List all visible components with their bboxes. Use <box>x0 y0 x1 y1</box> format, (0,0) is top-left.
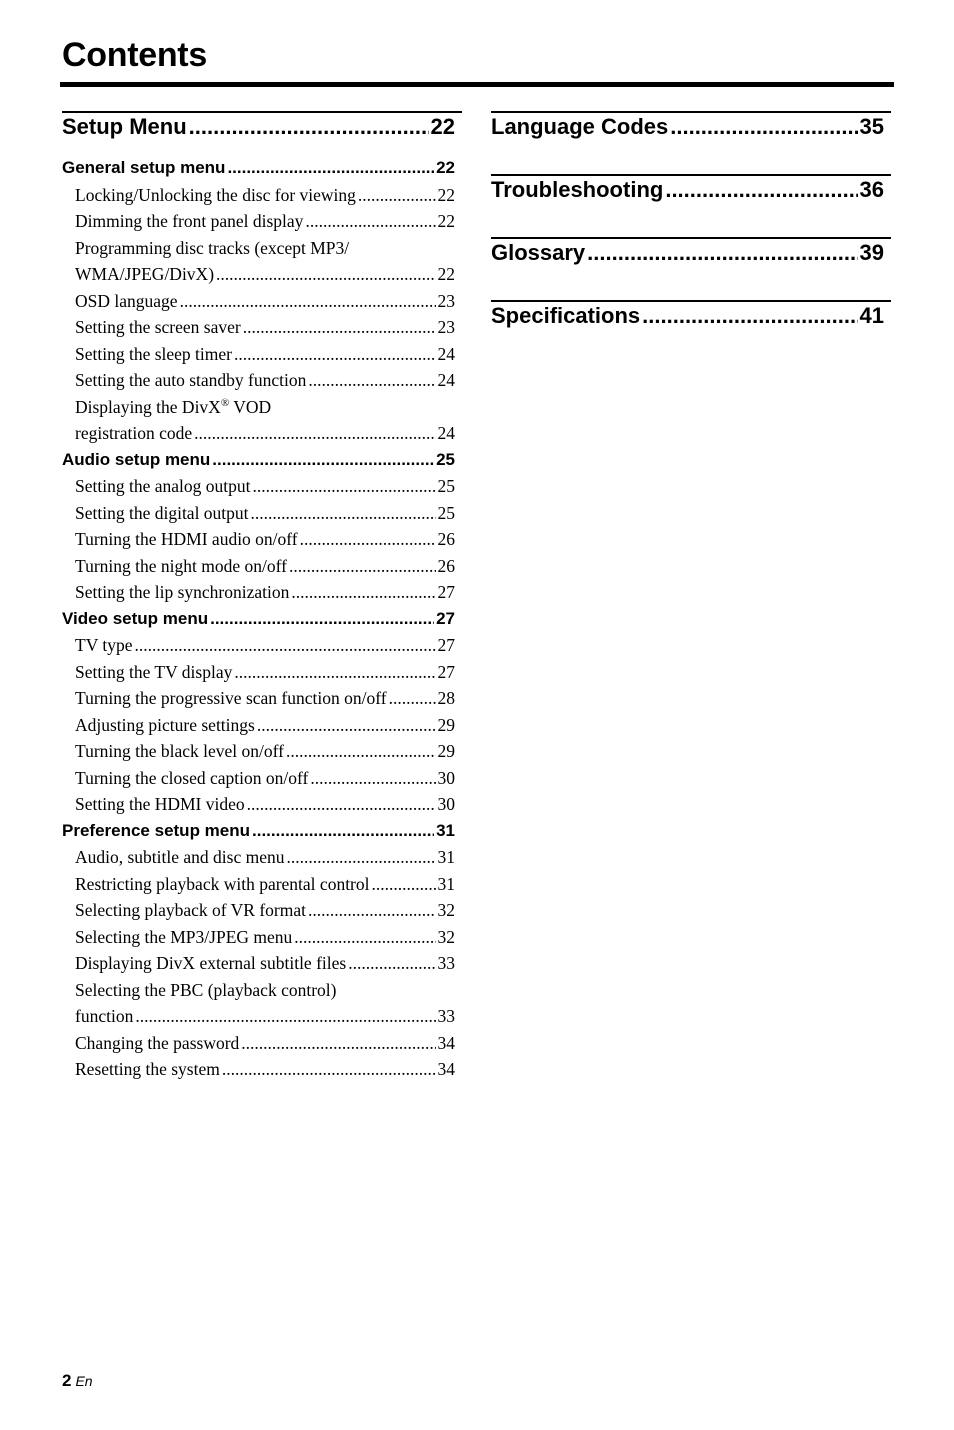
toc-item-label: Setting the digital output <box>75 502 249 523</box>
toc-left-column <box>62 111 462 1083</box>
toc-item[interactable] <box>62 473 462 500</box>
dot-leader <box>289 553 436 580</box>
toc-page-number: 33 <box>437 953 455 973</box>
toc-item-label: Setting the screen saver <box>75 317 241 337</box>
dot-leader <box>227 155 434 182</box>
page-footer <box>62 1371 93 1391</box>
page-title: Contents <box>62 36 207 74</box>
toc-item[interactable] <box>62 950 462 977</box>
toc-page-number: 32 <box>437 900 455 920</box>
toc-page-number: 22 <box>430 114 455 139</box>
dot-leader <box>308 897 435 924</box>
toc-item[interactable] <box>62 632 462 659</box>
dot-leader <box>287 844 436 871</box>
toc-page-number: 25 <box>436 449 455 469</box>
toc-item-label: Setting the analog output <box>75 476 251 496</box>
footer-page-number: 2 <box>62 1371 72 1390</box>
dot-leader <box>587 239 857 267</box>
toc-subsection-label: Audio setup menu <box>62 449 211 469</box>
dot-leader <box>389 685 436 712</box>
toc-page-number: 27 <box>436 608 455 628</box>
toc-item-label-cont: function <box>75 1006 134 1026</box>
toc-item-label: Programming disc tracks (except MP3/ <box>75 237 350 258</box>
dot-leader <box>310 765 435 792</box>
dot-leader <box>286 738 435 765</box>
toc-item[interactable] <box>62 553 462 580</box>
title-rule <box>60 82 894 87</box>
toc-item-label-cont: WMA/JPEG/DivX) <box>75 264 215 284</box>
toc-section-specifications[interactable] <box>491 300 891 344</box>
toc-item-label: Setting the sleep timer <box>75 343 232 364</box>
dot-leader <box>257 712 436 739</box>
toc-item[interactable] <box>62 579 462 606</box>
dot-leader <box>212 447 434 474</box>
toc-section-troubleshooting[interactable] <box>491 174 891 218</box>
toc-page-number: 33 <box>437 1006 455 1026</box>
toc-item-label: Audio, subtitle and disc menu <box>75 847 285 867</box>
toc-item-label: Turning the progressive scan function on/off <box>75 688 387 708</box>
dot-leader <box>252 473 435 500</box>
toc-item[interactable] <box>62 420 462 447</box>
toc-item-label: Changing the password <box>75 1032 240 1053</box>
toc-item[interactable] <box>62 526 462 553</box>
toc-item-label: Setting the TV display <box>75 661 233 682</box>
toc-page-number: 32 <box>437 926 455 947</box>
dot-leader <box>210 606 434 633</box>
toc-page-number: 27 <box>437 635 455 655</box>
toc-item[interactable] <box>62 1003 462 1030</box>
toc-item[interactable] <box>62 208 462 235</box>
toc-section-setup-menu[interactable] <box>62 111 462 155</box>
toc-item-label: Adjusting picture settings <box>75 714 255 735</box>
toc-page-number: 31 <box>436 820 455 840</box>
toc-item[interactable] <box>62 341 462 368</box>
toc-page-number: 24 <box>437 343 455 364</box>
toc-item-label: TV type <box>75 635 133 655</box>
dot-leader <box>348 950 435 977</box>
toc-section-glossary[interactable] <box>491 237 891 281</box>
toc-item-label: Selecting the MP3/JPEG menu <box>75 926 293 947</box>
toc-subsection-label: Preference setup menu <box>62 820 251 840</box>
toc-groups <box>62 155 462 1083</box>
dot-leader <box>241 1030 435 1057</box>
toc-item[interactable] <box>62 261 462 288</box>
dot-leader <box>358 182 436 209</box>
toc-subsection-label: Video setup menu <box>62 608 209 628</box>
toc-item-label: Locking/Unlocking the disc for viewing <box>75 184 356 205</box>
toc-item-label: Setting the auto standby function <box>75 370 307 390</box>
toc-item[interactable] <box>62 500 462 527</box>
toc-item-label: Turning the black level on/off <box>75 741 285 761</box>
dot-leader <box>243 314 436 341</box>
toc-section-label: Setup Menu <box>62 114 187 139</box>
toc-item[interactable] <box>62 897 462 924</box>
toc-item[interactable] <box>62 765 462 792</box>
toc-page-number: 35 <box>859 114 884 139</box>
dot-leader <box>252 818 434 845</box>
toc-item-label: Resetting the system <box>75 1059 220 1079</box>
toc-page-number: 26 <box>437 529 455 549</box>
toc-subsection[interactable] <box>62 447 462 474</box>
dot-leader <box>234 659 435 686</box>
toc-page-number: 22 <box>437 211 455 231</box>
toc-item[interactable] <box>62 1056 462 1083</box>
toc-item-line[interactable] <box>62 394 462 421</box>
toc-section-label: Troubleshooting <box>491 177 664 202</box>
toc-page-number: 34 <box>437 1059 455 1079</box>
toc-section-language-codes[interactable] <box>491 111 891 155</box>
toc-item-label: Displaying DivX external subtitle files <box>75 953 347 973</box>
toc-page-number: 39 <box>859 240 884 265</box>
toc-item-label: Turning the closed caption on/off <box>75 767 309 788</box>
toc-section-label: Language Codes <box>491 114 669 139</box>
toc-item-line[interactable] <box>62 235 462 262</box>
toc-subsection-label: General setup menu <box>62 158 226 177</box>
toc-item-label: Selecting playback of VR format <box>75 900 307 920</box>
toc-item-label: Displaying the DivX® VOD <box>75 396 272 417</box>
toc-item[interactable] <box>62 871 462 898</box>
dot-leader <box>234 341 436 368</box>
toc-page-number: 29 <box>437 714 455 735</box>
toc-page-number: 22 <box>437 184 455 205</box>
toc-page-number: 36 <box>859 177 884 202</box>
dot-leader <box>251 500 436 527</box>
toc-item-label: Turning the night mode on/off <box>75 555 287 576</box>
dot-leader <box>300 526 436 553</box>
dot-leader <box>180 288 436 315</box>
dot-leader <box>308 367 435 394</box>
toc-item-label: OSD language <box>75 290 178 311</box>
dot-leader <box>222 1056 436 1083</box>
toc-item[interactable] <box>62 844 462 871</box>
toc-page-number: 26 <box>437 555 455 576</box>
dot-leader <box>294 924 435 951</box>
toc-item[interactable] <box>62 738 462 765</box>
toc-page-number: 31 <box>437 847 455 867</box>
toc-subsection[interactable] <box>62 818 462 845</box>
dot-leader <box>194 420 435 447</box>
toc-page-number: 34 <box>437 1032 455 1053</box>
toc-section-label: Specifications <box>491 303 641 328</box>
toc-page-number: 25 <box>437 476 455 496</box>
dot-leader <box>670 113 857 141</box>
dot-leader <box>216 261 435 288</box>
toc-page-number: 23 <box>437 317 455 337</box>
footer-language: En <box>75 1373 93 1389</box>
toc-item[interactable] <box>62 659 462 686</box>
toc-item-label: Dimming the front panel display <box>75 211 304 231</box>
toc-item[interactable] <box>62 182 462 209</box>
toc-item[interactable] <box>62 791 462 818</box>
toc-page-number: 23 <box>437 290 455 311</box>
toc-item-label: Setting the HDMI video <box>75 794 245 814</box>
toc-item[interactable] <box>62 314 462 341</box>
dot-leader <box>247 791 436 818</box>
dot-leader <box>291 579 435 606</box>
toc-page-number: 29 <box>437 741 455 761</box>
toc-page-number: 31 <box>437 873 455 894</box>
toc-page-number: 30 <box>437 767 455 788</box>
toc-item[interactable] <box>62 712 462 739</box>
toc-page-number: 27 <box>437 582 455 602</box>
dot-leader <box>372 871 436 898</box>
toc-subsection[interactable] <box>62 606 462 633</box>
toc-item-label: Setting the lip synchronization <box>75 582 290 602</box>
toc-item[interactable] <box>62 288 462 315</box>
toc-item-label: Selecting the PBC (playback control) <box>75 979 337 1000</box>
toc-page-number: 28 <box>437 688 455 708</box>
toc-page-number: 22 <box>437 264 455 284</box>
dot-leader <box>189 113 429 141</box>
toc-page-number: 41 <box>859 303 884 328</box>
toc-page-number: 24 <box>437 423 455 443</box>
toc-subsection[interactable] <box>62 155 462 182</box>
dot-leader <box>642 302 857 330</box>
toc-right-column <box>491 111 891 363</box>
toc-page-number: 24 <box>437 370 455 390</box>
toc-item-label-cont: registration code <box>75 423 193 443</box>
dot-leader <box>305 208 435 235</box>
dot-leader <box>135 632 436 659</box>
toc-page-number: 30 <box>437 794 455 814</box>
toc-item[interactable] <box>62 685 462 712</box>
toc-page-number: 27 <box>437 661 455 682</box>
dot-leader <box>665 176 857 204</box>
toc-item[interactable] <box>62 367 462 394</box>
toc-section-label: Glossary <box>491 240 586 265</box>
toc-page-number: 25 <box>437 502 455 523</box>
toc-item-line[interactable] <box>62 977 462 1004</box>
toc-item-label: Turning the HDMI audio on/off <box>75 529 298 549</box>
toc-page-number: 22 <box>436 158 455 177</box>
dot-leader <box>135 1003 435 1030</box>
toc-item[interactable] <box>62 1030 462 1057</box>
toc-item-label: Restricting playback with parental control <box>75 873 370 894</box>
toc-item[interactable] <box>62 924 462 951</box>
